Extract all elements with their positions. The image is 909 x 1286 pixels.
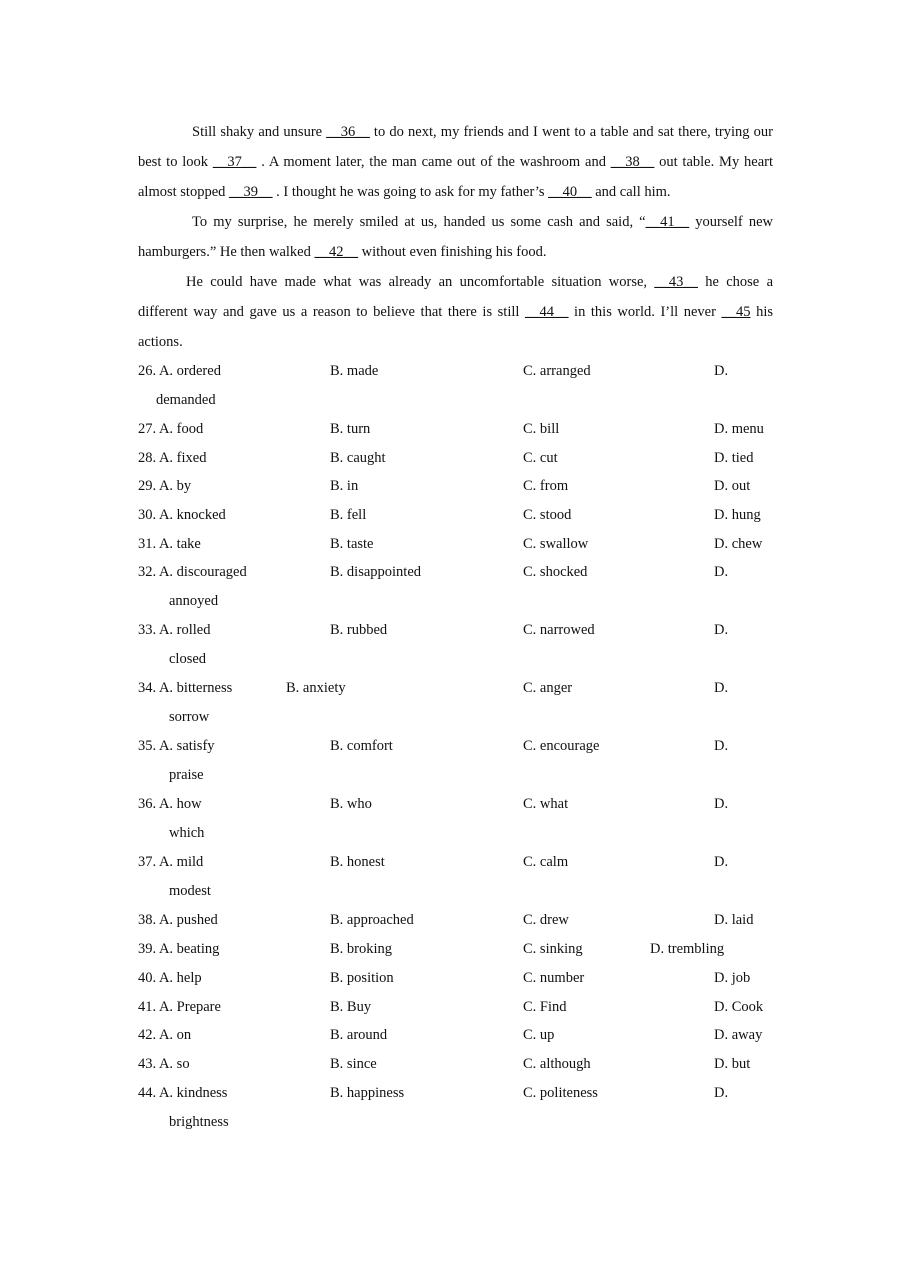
option-c: C. up bbox=[523, 1027, 555, 1044]
option-d-continued: closed bbox=[169, 651, 207, 668]
option-a: 42. A. on bbox=[138, 1027, 192, 1044]
question-row-44 bbox=[138, 1079, 773, 1137]
option-a: 33. A. rolled bbox=[138, 622, 211, 639]
option-b: B. Buy bbox=[330, 998, 372, 1015]
blank-41: __41__ bbox=[645, 214, 690, 230]
option-a: 28. A. fixed bbox=[138, 449, 207, 466]
option-d: D. bbox=[714, 738, 729, 755]
option-d-continued: modest bbox=[169, 883, 211, 900]
option-d: D. laid bbox=[714, 912, 754, 929]
option-a: 27. A. food bbox=[138, 421, 204, 437]
option-d: D. bbox=[714, 854, 729, 871]
option-b: B. taste bbox=[330, 535, 374, 552]
option-d: D. tied bbox=[714, 449, 754, 466]
blank-39: __39__ bbox=[229, 184, 273, 200]
option-d-continued: annoyed bbox=[169, 593, 219, 610]
option-a: 44. A. kindness bbox=[138, 1084, 228, 1101]
blank-42: __42__ bbox=[314, 244, 358, 260]
text-run: yourself new hamburgers.” He then walked bbox=[138, 214, 773, 260]
option-c: C. although bbox=[523, 1055, 591, 1072]
blank-44: __44__ bbox=[524, 304, 569, 320]
blank-36: __36__ bbox=[326, 124, 370, 140]
option-b: B. happiness bbox=[330, 1084, 405, 1101]
question-row-26 bbox=[138, 357, 773, 415]
option-d: D. chew bbox=[714, 535, 763, 552]
text-run: He could have made what was already an uncomfortable situation worse, bbox=[186, 274, 655, 290]
option-d: D. menu bbox=[714, 421, 764, 437]
option-c: C. Find bbox=[523, 998, 567, 1015]
question-options bbox=[138, 357, 773, 1137]
option-d: D. hung bbox=[714, 507, 761, 524]
question-row-31 bbox=[138, 530, 773, 559]
text-run: . I thought he was going to ask for my father’s bbox=[272, 184, 549, 200]
option-c: C. bill bbox=[523, 421, 560, 437]
blank-43: __43__ bbox=[654, 274, 698, 290]
option-c: C. calm bbox=[523, 854, 569, 871]
option-a: 40. A. help bbox=[138, 969, 202, 986]
text-run: . A moment later, the man came out of the washroom and bbox=[256, 154, 611, 170]
option-b: B. comfort bbox=[330, 738, 393, 755]
blank-45: __45 bbox=[721, 304, 751, 320]
option-b: B. anxiety bbox=[286, 680, 346, 697]
text-run: he chose a different way and gave us a reason to believe that there is still bbox=[138, 274, 774, 320]
question-row-33 bbox=[138, 616, 773, 674]
passage-paragraph-1 bbox=[138, 117, 773, 207]
text-run: to do next, my friends and I went to a table and sat there, trying our best to look bbox=[138, 124, 773, 170]
option-a: 30. A. knocked bbox=[138, 507, 226, 524]
option-b: B. around bbox=[330, 1027, 388, 1044]
text-run: out table. My heart almost stopped bbox=[138, 154, 773, 200]
question-row-41 bbox=[138, 993, 773, 1022]
option-d: D. bbox=[714, 680, 729, 697]
option-d: D. Cook bbox=[714, 998, 764, 1015]
option-b: B. position bbox=[330, 969, 394, 986]
option-a: 37. A. mild bbox=[138, 854, 204, 871]
option-a: 39. A. beating bbox=[138, 941, 220, 958]
question-row-37 bbox=[138, 848, 773, 906]
option-d: D. out bbox=[714, 478, 751, 495]
option-c: C. shocked bbox=[523, 564, 588, 581]
option-d-continued: brightness bbox=[169, 1113, 229, 1130]
option-c: C. what bbox=[523, 796, 569, 813]
option-d-continued: demanded bbox=[156, 392, 216, 408]
option-d: D. bbox=[714, 1084, 729, 1101]
question-row-40 bbox=[138, 964, 773, 993]
option-d: D. bbox=[714, 564, 729, 581]
text-run: and call him. bbox=[591, 184, 671, 200]
option-c: C. drew bbox=[523, 912, 569, 929]
option-d-continued: praise bbox=[169, 767, 204, 784]
question-row-27 bbox=[138, 415, 773, 444]
option-a: 38. A. pushed bbox=[138, 912, 218, 929]
option-d: D. bbox=[714, 622, 729, 639]
blank-37: __37__ bbox=[212, 154, 257, 170]
option-d-continued: which bbox=[169, 825, 205, 842]
option-a: 34. A. bitterness bbox=[138, 680, 233, 697]
question-row-39 bbox=[138, 935, 773, 964]
question-row-43 bbox=[138, 1050, 773, 1079]
option-b: B. disappointed bbox=[330, 564, 422, 581]
question-row-42 bbox=[138, 1021, 773, 1050]
option-c: C. politeness bbox=[523, 1084, 598, 1101]
question-row-35 bbox=[138, 732, 773, 790]
option-c: C. narrowed bbox=[523, 622, 595, 639]
option-c: C. arranged bbox=[523, 363, 591, 379]
option-b: B. rubbed bbox=[330, 622, 388, 639]
question-row-34 bbox=[138, 674, 773, 732]
option-a: 43. A. so bbox=[138, 1055, 190, 1072]
option-b: B. honest bbox=[330, 854, 385, 871]
text-run: without even finishing his food. bbox=[358, 244, 547, 260]
option-c: C. from bbox=[523, 478, 569, 495]
option-c: C. swallow bbox=[523, 535, 589, 552]
option-c: C. stood bbox=[523, 507, 572, 524]
option-b: B. turn bbox=[330, 421, 371, 437]
option-c: C. encourage bbox=[523, 738, 600, 755]
option-a: 32. A. discouraged bbox=[138, 564, 247, 581]
option-d: D. but bbox=[714, 1055, 751, 1072]
option-d: D. job bbox=[714, 969, 751, 986]
option-c: C. sinking bbox=[523, 941, 583, 958]
question-row-38 bbox=[138, 906, 773, 935]
option-b: B. in bbox=[330, 478, 359, 495]
blank-40: __40__ bbox=[548, 184, 592, 200]
question-row-30 bbox=[138, 501, 773, 530]
blank-38: __38__ bbox=[610, 154, 655, 170]
option-b: B. fell bbox=[330, 507, 367, 524]
document-page bbox=[138, 117, 773, 1137]
option-b: B. who bbox=[330, 796, 372, 813]
option-d-continued: sorrow bbox=[169, 709, 210, 726]
option-a: 41. A. Prepare bbox=[138, 998, 221, 1015]
option-d: D. trembling bbox=[650, 941, 725, 958]
question-row-32 bbox=[138, 558, 773, 616]
text-run: To my surprise, he merely smiled at us, handed us some cash and said, “ bbox=[192, 214, 646, 230]
option-a: 35. A. satisfy bbox=[138, 738, 215, 755]
passage-paragraph-2 bbox=[138, 207, 773, 267]
option-b: B. since bbox=[330, 1055, 377, 1072]
option-b: B. approached bbox=[330, 912, 414, 929]
option-b: B. made bbox=[330, 363, 379, 379]
option-d: D. bbox=[714, 363, 729, 379]
question-row-29 bbox=[138, 472, 773, 501]
option-a: 29. A. by bbox=[138, 478, 192, 495]
text-run: in this world. I’ll never bbox=[568, 304, 722, 320]
question-row-36 bbox=[138, 790, 773, 848]
text-run: his actions. bbox=[138, 304, 773, 350]
text-run: Still shaky and unsure bbox=[192, 124, 327, 140]
option-c: C. anger bbox=[523, 680, 573, 697]
option-b: B. caught bbox=[330, 449, 386, 466]
option-c: C. number bbox=[523, 969, 585, 986]
question-row-28 bbox=[138, 444, 773, 473]
option-a: 26. A. ordered bbox=[138, 363, 221, 379]
option-d: D. bbox=[714, 796, 729, 813]
option-a: 31. A. take bbox=[138, 535, 201, 552]
option-d: D. away bbox=[714, 1027, 763, 1044]
option-a: 36. A. how bbox=[138, 796, 202, 813]
option-c: C. cut bbox=[523, 449, 558, 466]
option-b: B. broking bbox=[330, 941, 393, 958]
passage-paragraph-3 bbox=[138, 267, 773, 357]
